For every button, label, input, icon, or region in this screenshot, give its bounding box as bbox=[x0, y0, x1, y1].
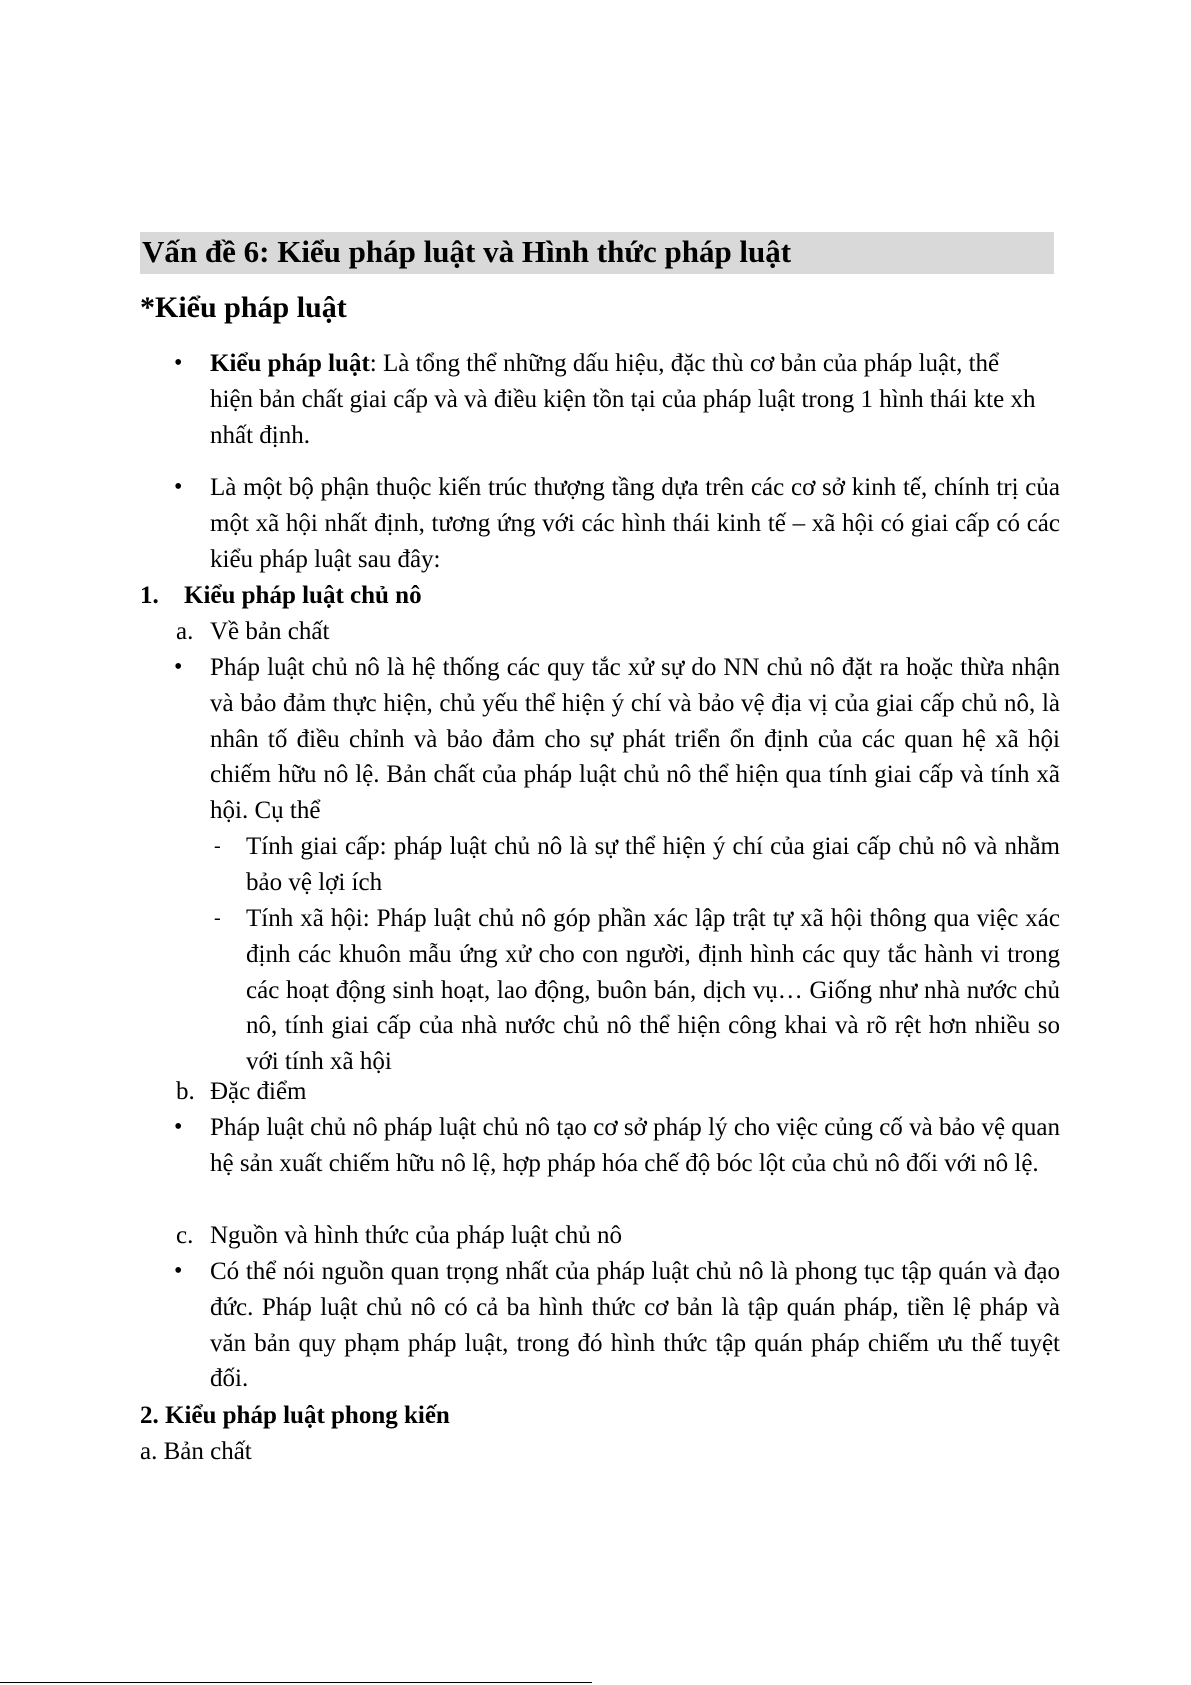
section-subheading: *Kiểu pháp luật bbox=[140, 291, 347, 324]
bullet-icon: • bbox=[174, 1114, 183, 1140]
subsection-title: a. Bản chất bbox=[140, 1438, 252, 1465]
list-item bbox=[174, 346, 1046, 453]
dash-icon: - bbox=[214, 835, 221, 857]
definition-text: : Là tổng thể những dấu hiệu, đặc thù cơ bản của pháp luật, thể hiện bản chất giai cấp và và điều kiện tồn tại của pháp luật trong 1 hình thái kte xh nhất định. bbox=[210, 350, 1036, 449]
bullet-text: Pháp luật chủ nô pháp luật chủ nô tạo cơ sở pháp lý cho việc củng cố và bảo vệ quan hệ sản xuất chiếm hữu nô lệ, hợp pháp hóa chế độ bóc lột của chủ nô đối với nô lệ. bbox=[210, 1114, 1060, 1177]
bullet-icon: • bbox=[174, 1258, 183, 1284]
section-title: 2. Kiểu pháp luật phong kiến bbox=[140, 1402, 450, 1429]
page-title: Vấn đề 6: Kiểu pháp luật và Hình thức pháp luật bbox=[142, 234, 792, 269]
dash-text: Tính xã hội: Pháp luật chủ nô góp phần xác lập trật tự xã hội thông qua việc xác định các khuôn mẫu ứng xử cho con người, định hình các quy tắc hành vi trong các hoạt động sinh hoạt, lao động, buôn bán, dịch vụ… Giống như nhà nước chủ nô, tính giai cấp của nhà nước chủ nô thể hiện công khai và rõ rệt hơn nhiều so với tính xã hội bbox=[246, 905, 1060, 1076]
bullet-text: Pháp luật chủ nô là hệ thống các quy tắc xử sự do NN chủ nô đặt ra hoặc thừa nhận và bảo đảm thực hiện, chủ yếu thể hiện ý chí và bảo vệ địa vị của giai cấp chủ nô, là nhân tố điều chỉnh và bảo đảm cho sự phát triển ổn định của các quan hệ xã hội chiếm hữu nô lệ. Bản chất của pháp luật chủ nô thể hiện qua tính giai cấp và tính xã hội. Cụ thể bbox=[210, 654, 1060, 825]
list-item bbox=[214, 829, 1060, 901]
footer-divider bbox=[0, 1682, 592, 1683]
list-item bbox=[174, 1110, 1060, 1182]
bullet-text: Là một bộ phận thuộc kiến trúc thượng tầng dựa trên các cơ sở kinh tế, chính trị của một xã hội nhất định, tương ứng với các hình thái kinh tế – xã hội có giai cấp có các kiểu pháp luật sau đây: bbox=[210, 474, 1060, 573]
section-number: 1. bbox=[140, 582, 159, 609]
bullet-icon: • bbox=[174, 474, 183, 500]
list-item bbox=[214, 901, 1060, 1080]
subsection-title: Về bản chất bbox=[210, 618, 330, 645]
list-item bbox=[174, 650, 1060, 829]
dash-icon: - bbox=[214, 907, 221, 929]
subsection-label: a. bbox=[176, 618, 194, 645]
term-label: Kiểu pháp luật bbox=[210, 350, 370, 377]
dash-text: Tính giai cấp: pháp luật chủ nô là sự thể hiện ý chí của giai cấp chủ nô và nhằm bảo vệ lợi ích bbox=[246, 833, 1060, 896]
subsection-label: c. bbox=[176, 1222, 194, 1249]
bullet-icon: • bbox=[174, 350, 183, 376]
bullet-icon: • bbox=[174, 654, 183, 680]
subsection-title: Đặc điểm bbox=[210, 1078, 307, 1105]
bullet-text bbox=[210, 346, 1046, 453]
subsection-label: b. bbox=[176, 1078, 195, 1105]
section-title: Kiểu pháp luật chủ nô bbox=[184, 582, 422, 609]
subsection-title: Nguồn và hình thức của pháp luật chủ nô bbox=[210, 1222, 623, 1249]
bullet-text: Có thể nói nguồn quan trọng nhất của pháp luật chủ nô là phong tục tập quán và đạo đức. Pháp luật chủ nô có cả ba hình thức cơ bản là tập quán pháp, tiền lệ pháp và văn bản quy phạm pháp luật, trong đó hình thức tập quán pháp chiếm ưu thế tuyệt đối. bbox=[210, 1258, 1060, 1393]
list-item bbox=[174, 470, 1060, 577]
list-item bbox=[174, 1254, 1060, 1397]
